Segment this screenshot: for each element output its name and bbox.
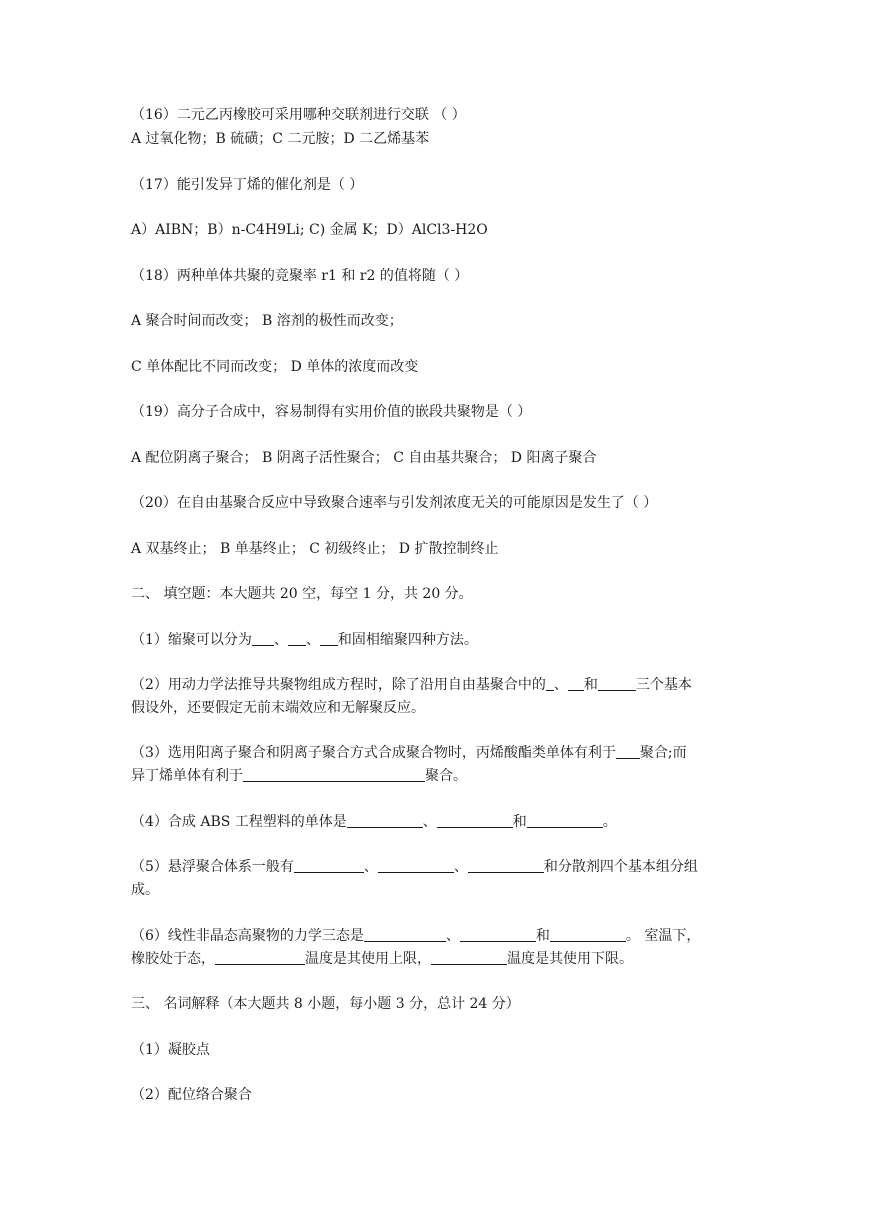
answer-blank[interactable] [568, 676, 584, 691]
fill-question-5-line-2: 成。 [131, 882, 159, 898]
answer-blank[interactable] [364, 927, 446, 942]
answer-blank[interactable] [347, 813, 423, 828]
answer-blank[interactable] [294, 858, 364, 873]
question-16-options: A 过氧化物；B 硫磺；C 二元胺；D 二乙烯基苯 [131, 131, 430, 147]
answer-blank[interactable] [243, 767, 425, 782]
question-18-options-2: C 单体配比不同而改变； D 单体的浓度而改变 [131, 359, 419, 375]
answer-blank[interactable] [598, 676, 636, 691]
fill-question-4: （4）合成 ABS 工程塑料的单体是 、 和 。 [131, 814, 617, 830]
term-1: （1）凝胶点 [131, 1042, 210, 1058]
answer-blank[interactable] [431, 950, 507, 965]
fill-question-3-line-2: 异丁烯单体有利于 聚合。 [131, 768, 467, 784]
question-16-stem: （16）二元乙丙橡胶可采用哪种交联剂进行交联 （ ） [131, 107, 466, 123]
answer-blank[interactable] [252, 631, 274, 646]
fill-question-6-line-1: （6）线性非晶态高聚物的力学三态是 、 和 。 室温下， [131, 928, 701, 944]
question-19-stem: （19）高分子合成中，容易制得有实用价值的嵌段共聚物是（ ） [131, 404, 532, 420]
question-18-options-1: A 聚合时间而改变； B 溶剂的极性而改变； [131, 313, 403, 329]
answer-blank[interactable] [320, 631, 338, 646]
question-20-stem: （20）在自由基聚合反应中导致聚合速率与引发剂浓度无关的可能原因是发生了（ ） [131, 495, 658, 511]
section-3-heading: 三、 名词解释（本大题共 8 小题，每小题 3 分，总计 24 分） [131, 996, 520, 1012]
answer-blank[interactable] [546, 676, 554, 691]
fill-question-2-line-2: 假设外，还要假定无前末端效应和无解聚反应。 [131, 700, 425, 716]
answer-blank[interactable] [437, 813, 513, 828]
answer-blank[interactable] [468, 858, 544, 873]
answer-blank[interactable] [288, 631, 306, 646]
answer-blank[interactable] [460, 927, 536, 942]
answer-blank[interactable] [215, 950, 305, 965]
question-18-stem: （18）两种单体共聚的竞聚率 r1 和 r2 的值将随（ ） [131, 268, 469, 284]
question-17-stem: （17）能引发异丁烯的催化剂是（ ） [131, 177, 364, 193]
answer-blank[interactable] [527, 813, 603, 828]
answer-blank[interactable] [616, 744, 640, 759]
fill-question-3-line-1: （3）选用阳离子聚合和阴离子聚合方式合成聚合物时，丙烯酸酯类单体有利于 聚合;而 [131, 745, 687, 761]
question-17-options: A）AIBN；B）n-C4H9Li; C) 金属 K；D）AlCl3-H2O [131, 222, 488, 238]
fill-question-1: （1）缩聚可以分为 、 、 和固相缩聚四种方法。 [131, 632, 478, 648]
question-19-options: A 配位阴离子聚合； B 阴离子活性聚合； C 自由基共聚合； D 阳离子聚合 [131, 450, 597, 466]
answer-blank[interactable] [378, 858, 454, 873]
section-2-heading: 二、 填空题：本大题共 20 空，每空 1 分，共 20 分。 [131, 586, 473, 602]
fill-question-2-line-1: （2）用动力学法推导共聚物组成方程时，除了沿用自由基聚合中的 、 和 三个基本 [131, 677, 692, 693]
fill-question-5-line-1: （5）悬浮聚合体系一般有 、 、 和分散剂四个基本组分组 [131, 859, 698, 875]
answer-blank[interactable] [550, 927, 626, 942]
fill-question-6-line-2: 橡胶处于态， 温度是其使用上限， 温度是其使用下限。 [131, 951, 633, 967]
question-20-options: A 双基终止； B 单基终止； C 初级终止； D 扩散控制终止 [131, 541, 499, 557]
term-2: （2）配位络合聚合 [131, 1087, 252, 1103]
